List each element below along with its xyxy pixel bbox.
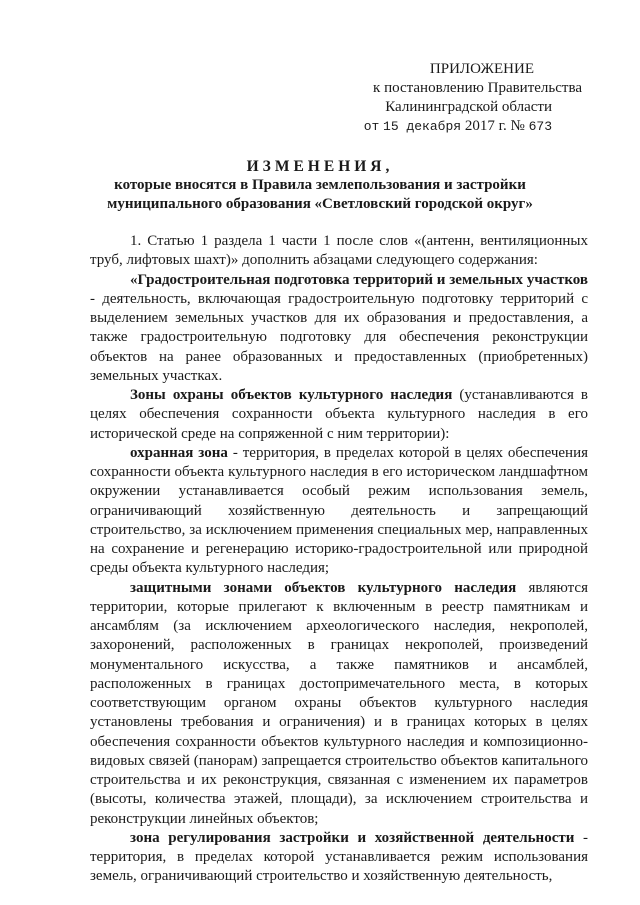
decree-date-line [282, 117, 582, 136]
term-protection-zone: охранная зона [130, 444, 228, 461]
term-urban-planning-preparation: «Градостроительная подготовка территорий и земельных участков [130, 271, 588, 288]
title-subtitle-line1: которые вносятся в Правила землепользования и застройки [114, 177, 526, 193]
paragraph-4: охранная зона - территория, в пределах которой в целях обеспечения сохранности объекта культурного наследия в его историческом ландшафтном окружении устанавливается особый режим использования земель, ограничивающий хозяйственную деятельность и запрещающий строительство, за исключением применения специальных мер, направленных на сохранение и регенерацию историко-градостроительной или природной среды объекта культурного наследия; [90, 444, 589, 577]
term-development-regulation-zone: зона регулирования застройки и хозяйственной деятельности [130, 829, 575, 846]
date-value: 15 декабря [383, 119, 462, 134]
paragraph-6: зона регулирования застройки и хозяйственной деятельности - территория, в пределах которой устанавливается режим использования земель, ограничивающий строительство и хозяйственную деятельность, [90, 829, 589, 885]
paragraph-2: «Градостроительная подготовка территорий и земельных участков - деятельность, включающая градостроительную подготовку территорий с выделением земельных участков для их образования и предоставления, а также градостроительную подготовку для обеспечения реконструкции объектов на ранее образованных и предоставленных (приобретенных) земельных участках. [90, 271, 588, 384]
paragraph-1: 1. Статью 1 раздела 1 части 1 после слов «(антенн, вентиляционных труб, лифтовых шахт)» дополнить абзацами следующего содержания: [90, 233, 588, 269]
appendix-header [282, 60, 582, 136]
paragraph-5: защитными зонами объектов культурного наследия являются территории, которые прилегают к включенным в реестр памятникам и ансамблям (за исключением археологического наследия, некрополей, захоронений, расположенных в границах некрополей, произведений монументального искусства, а также памятников и ансамблей, расположенных в границах достопримечательного места, в которых соответствующим органом охраны объектов культурного наследия установлены требования и ограничения) и в границах которых в целях обеспечения сохранности объектов культурного наследия и композиционно-видовых связей (панорам) запрещается строительство объектов капитального строительства и их реконструкция, связанная с изменением их параметров (высоты, количества этажей, площади), за исключением строительства и реконструкции линейных объектов; [90, 579, 588, 827]
decree-reference: к постановлению Правительства [373, 80, 582, 96]
region-name: Калининградской области [385, 99, 552, 115]
number-sign: № [510, 118, 525, 134]
date-prefix: от [363, 119, 380, 134]
term-heritage-protection-zones: Зоны охраны объектов культурного наследия [130, 387, 453, 403]
document-title [90, 157, 550, 214]
paragraph-3: Зоны охраны объектов культурного наследия (устанавливаются в целях обеспечения сохранности объекта культурного наследия в его исторической среде на сопряженной с ним территории): [90, 387, 588, 442]
document-body [90, 232, 588, 887]
appendix-label: ПРИЛОЖЕНИЕ [429, 61, 534, 77]
decree-number: 673 [528, 119, 552, 134]
term-protective-zones: защитными зонами объектов культурного наследия [130, 579, 517, 596]
title-subtitle-line2: муниципального образования «Светловский городской округ» [107, 196, 533, 212]
date-year: 2017 г. [464, 118, 507, 134]
title-heading: ИЗМЕНЕНИЯ, [246, 158, 394, 175]
